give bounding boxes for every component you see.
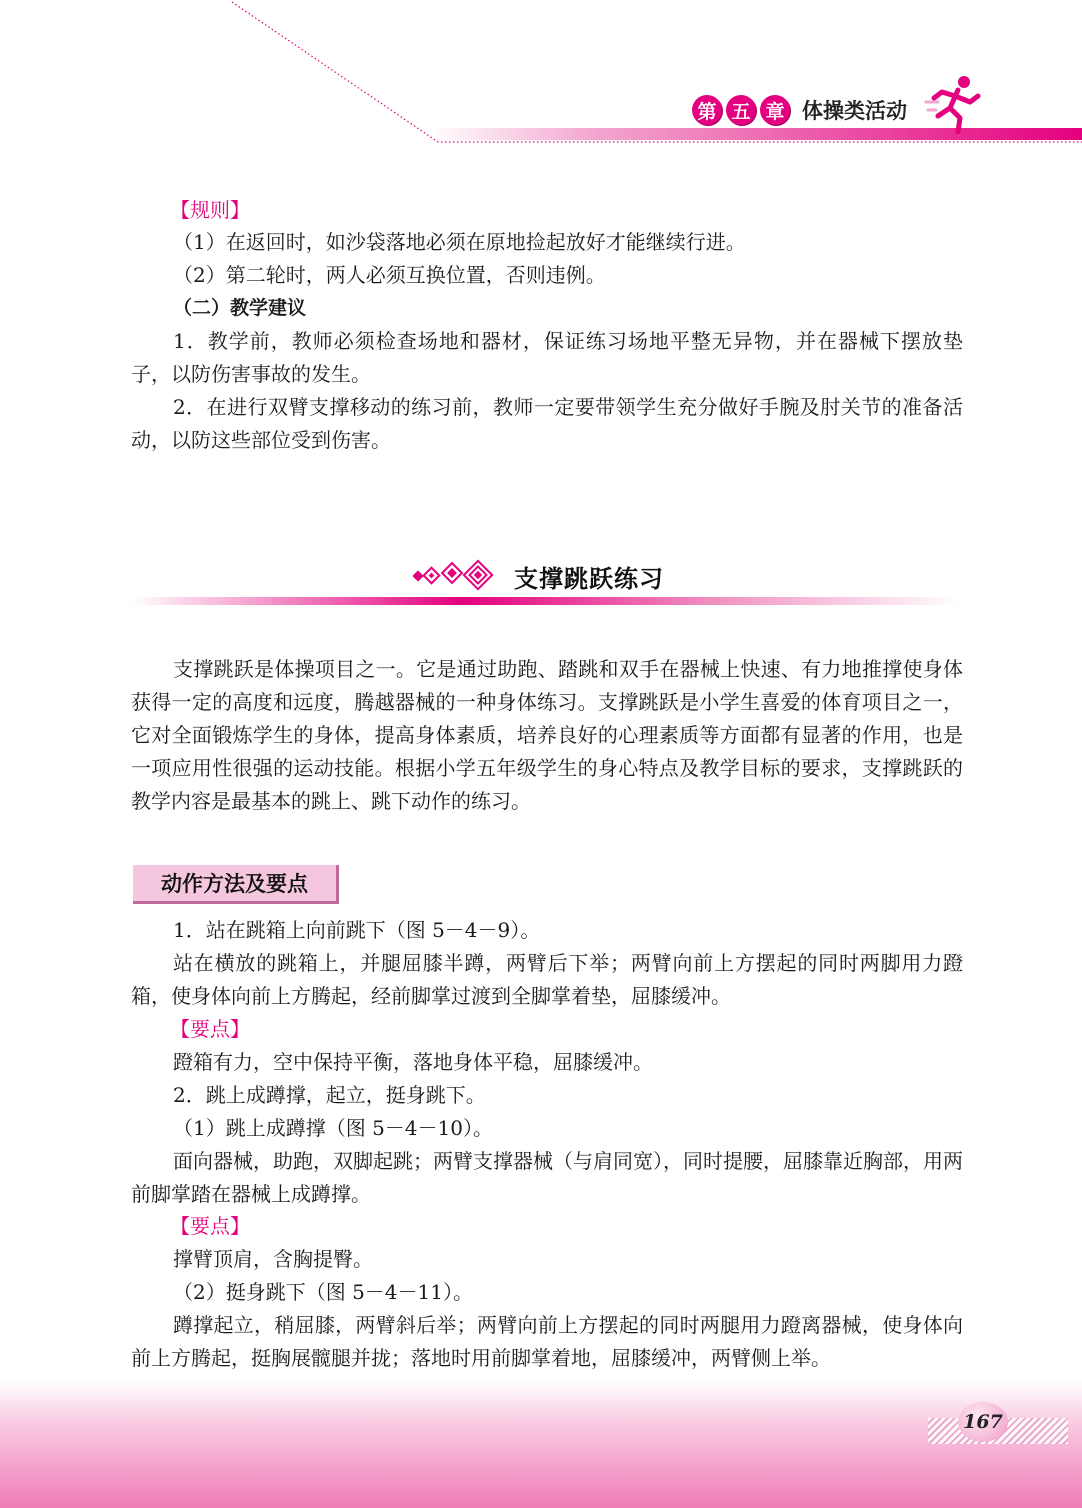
- method-item-2-title: 2．跳上成蹲撑，起立，挺身跳下。: [173, 1083, 486, 1107]
- chapter-char-2: 五: [726, 95, 756, 125]
- footer-band: [0, 1380, 1082, 1508]
- diamond-ornament-icon: [412, 556, 498, 596]
- key-tag-1: 【要点】: [170, 1017, 250, 1041]
- method-item-2-2-text: 蹲撑起立，稍屈膝，两臂斜后举；两臂向前上方摆起的同时两腿用力蹬离器械，使身体向前上方腾起，挺胸展髋腿并拢；落地时用前脚掌着地，屈膝缓冲，两臂侧上举。: [131, 1313, 963, 1370]
- section-header: [412, 556, 664, 596]
- method-item-1-key: 蹬箱有力，空中保持平衡，落地身体平稳，屈膝缓冲。: [173, 1050, 653, 1074]
- method-item-1-text: 站在横放的跳箱上，并腿屈膝半蹲，两臂后下举；两臂向前上方摆起的同时两脚用力蹬箱，使身体向前上方腾起，经前脚掌过渡到全脚掌着垫，屈膝缓冲。: [131, 951, 963, 1008]
- method-item-1-title: 1．站在跳箱上向前跳下（图 5－4－9）。: [173, 918, 541, 942]
- teaching-item-2: 2．在进行双臂支撑移动的练习前，教师一定要带领学生充分做好手腕及肘关节的准备活动，以防这些部位受到伤害。: [131, 395, 963, 452]
- teaching-heading: （二）教学建议: [173, 297, 307, 319]
- page-number: 167: [958, 1402, 1008, 1442]
- rules-tag: 【规则】: [170, 198, 250, 222]
- chapter-title: 体操类活动: [802, 99, 907, 123]
- chapter-char-1: 第: [692, 95, 722, 125]
- method-item-2-1-title: （1）跳上成蹲撑（图 5－4－10）。: [173, 1116, 493, 1140]
- method-title-box: 动作方法及要点: [133, 865, 339, 904]
- method-item-2-2-title: （2）挺身跳下（图 5－4－11）。: [173, 1280, 473, 1304]
- rule-item-1: （1）在返回时，如沙袋落地必须在原地捡起放好才能继续行进。: [173, 230, 746, 254]
- rule-item-2: （2）第二轮时，两人必须互换位置，否则违例。: [173, 263, 606, 287]
- section-title: 支撑跳跃练习: [514, 564, 664, 593]
- chapter-char-3: 章: [760, 95, 790, 125]
- section-underline: [130, 597, 960, 605]
- teaching-item-1: 1．教学前，教师必须检查场地和器材，保证练习场地平整无异物，并在器械下摆放垫子，以防伤害事故的发生。: [131, 329, 963, 386]
- method-item-2-1-key: 撑臂顶肩，含胸提臀。: [173, 1247, 373, 1271]
- runner-icon: [924, 72, 988, 134]
- key-tag-2: 【要点】: [170, 1214, 250, 1238]
- section-intro: 支撑跳跃是体操项目之一。它是通过助跑、踏跳和双手在器械上快速、有力地推撑使身体获得一定的高度和远度，腾越器械的一种身体练习。支撑跳跃是小学生喜爱的体育项目之一，它对全面锻炼学生的身体，提高身体素质，培养良好的心理素质等方面都有显著的作用，也是一项应用性很强的运动技能。根据小学五年级学生的身心特点及教学目标的要求，支撑跳跃的教学内容是最基本的跳上、跳下动作的练习。: [131, 657, 963, 813]
- chapter-label: [692, 92, 907, 128]
- method-item-2-1-text: 面向器械，助跑，双脚起跳；两臂支撑器械（与肩同宽），同时提腰，屈膝靠近胸部，用两前脚掌踏在器械上成蹲撑。: [131, 1149, 963, 1206]
